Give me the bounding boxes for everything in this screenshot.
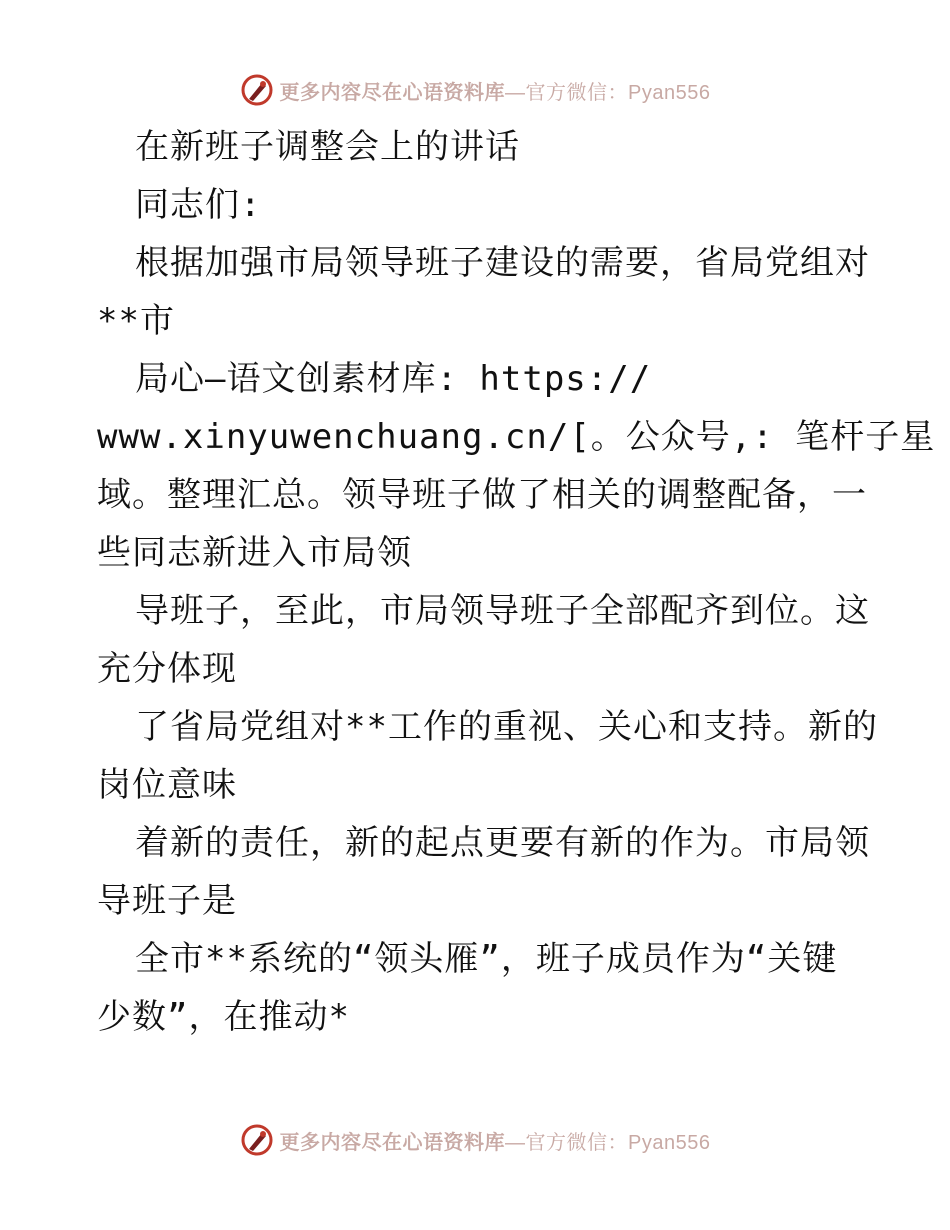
text-line: 少数”，在推动* [97, 997, 350, 1037]
text-line: 全市**系统的“领头雁”，班子成员作为“关键 [135, 939, 838, 979]
watermark-site-text: 更多内容尽在心语资料库 [279, 1129, 506, 1154]
text-line: 根据加强市局领导班子建设的需要，省局党组对 [135, 243, 870, 283]
text-line: 导班子是 [97, 881, 237, 921]
salutation: 同志们: [135, 185, 262, 225]
text-line: **市 [97, 301, 175, 341]
watermark-site-text: 更多内容尽在心语资料库 [279, 79, 506, 104]
text-line: www.xinyuwenchuang.cn/[。公众号,: 笔杆子星 [97, 417, 936, 457]
text-line: 了省局党组对**工作的重视、关心和支持。新的 [135, 707, 878, 747]
text-line: 岗位意味 [97, 765, 237, 805]
text-line: 域。整理汇总。领导班子做了相关的调整配备，一 [97, 475, 867, 515]
text-line: 着新的责任，新的起点更要有新的作为。市局领 [135, 823, 870, 863]
document-body [97, 118, 936, 1046]
logo-icon [240, 1123, 274, 1157]
footer-watermark [0, 1120, 950, 1160]
logo-icon [240, 73, 274, 107]
watermark-wechat-text: —官方微信：Pyan556 [505, 81, 711, 104]
text-line: 导班子，至此，市局领导班子全部配齐到位。这 [135, 591, 870, 631]
document-title: 在新班子调整会上的讲话 [135, 127, 520, 167]
text-line: 局心—语文创素材库: https:// [135, 359, 652, 399]
text-line: 充分体现 [97, 649, 237, 689]
text-line: 些同志新进入市局领 [97, 533, 412, 573]
watermark-wechat-text: —官方微信：Pyan556 [505, 1131, 711, 1154]
header-watermark [0, 70, 950, 110]
